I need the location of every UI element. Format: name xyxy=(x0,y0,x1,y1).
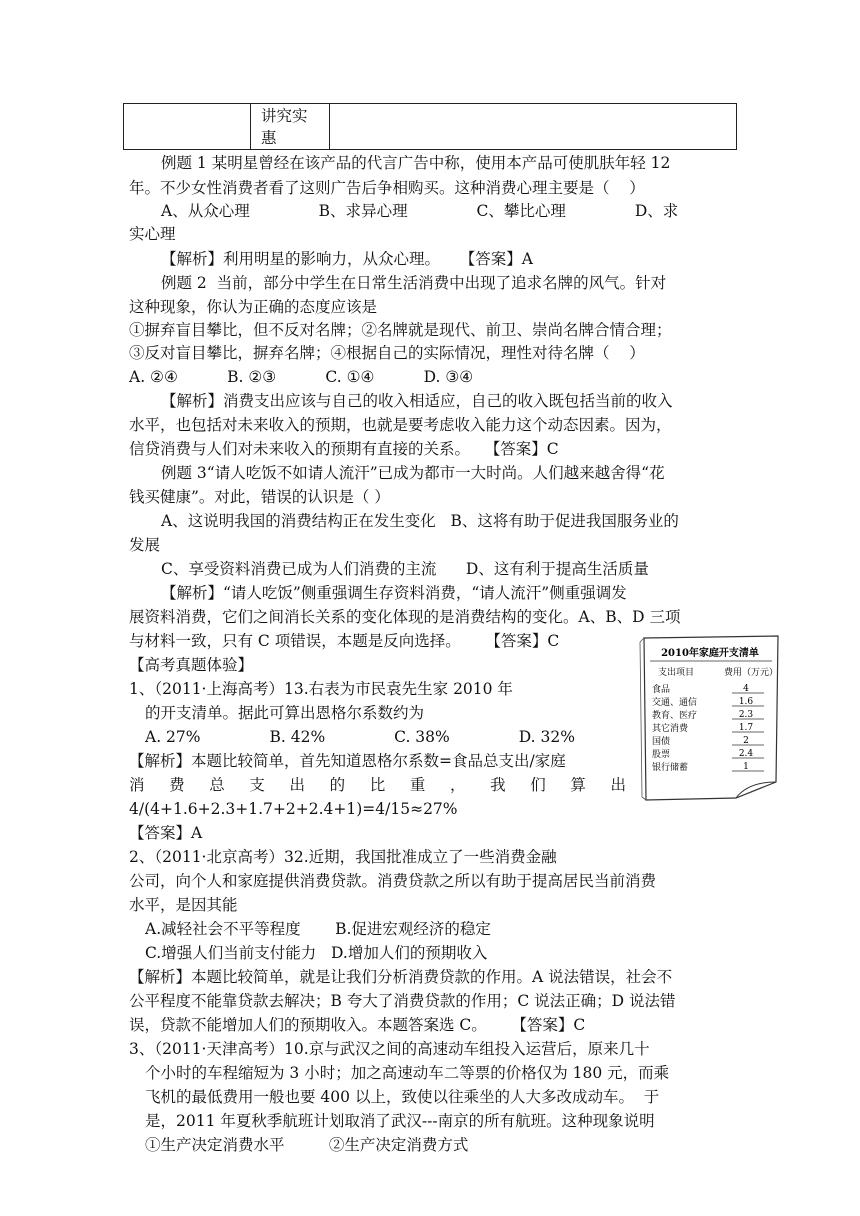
text-line: 信贷消费与人们对未来收入的预期有直接的关系。 【答案】C xyxy=(129,440,559,458)
expense-list-image xyxy=(636,632,784,802)
text-line: 例题 3“请人吃饭不如请人流汗”已成为都市一大时尚。人们越来越舍得“花 xyxy=(161,464,665,482)
table-cell-empty xyxy=(124,104,251,150)
table-cell-empty-2 xyxy=(330,104,737,150)
text-line: 例题 1 某明星曾经在该产品的代言广告中称，使用本产品可使肌肤年轻 12 xyxy=(161,154,671,172)
table-fragment xyxy=(123,103,737,150)
text-line: 与材料一致，只有 C 项错误，本题是反向选择。 【答案】C xyxy=(129,632,560,650)
text-line: ③反对盲目攀比，摒弃名牌；④根据自己的实际情况，理性对待名牌（ ） xyxy=(129,344,645,362)
text-line: 飞机的最低费用一般也要 400 以上，致使以往乘坐的人大多改成动车。 于 xyxy=(145,1088,660,1106)
text-line: A、这说明我国的消费结构正在发生变化 B、这将有助于促进我国服务业的 xyxy=(161,512,679,530)
text-line: 个小时的车程缩短为 3 小时；加之高速动车二等票的价格仅为 180 元，而乘 xyxy=(145,1064,670,1082)
receipt-item: 教育、医疗 xyxy=(652,711,698,721)
receipt-item: 股票 xyxy=(652,750,671,760)
table-cell-line-2: 惠 xyxy=(261,129,277,147)
text-line: 【解析】本题比较简单，首先知道恩格尔系数=食品总支出/家庭 xyxy=(129,752,566,770)
text-line: 公司，向个人和家庭提供消费贷款。消费贷款之所以有助于提高居民当前消费 xyxy=(129,872,657,890)
receipt-value: 2.4 xyxy=(738,749,754,759)
text-line: 误，贷款不能增加人们的预期收入。本题答案选 C。 【答案】C xyxy=(129,1016,586,1034)
text-line: A. ②④ B. ②③ C. ①④ D. ③④ xyxy=(129,368,474,386)
text-line: 钱买健康”。对此，错误的认识是（ ） xyxy=(129,488,390,506)
text-line: ①生产决定消费水平 ②生产决定消费方式 xyxy=(145,1136,469,1154)
text-line: 例题 2 当前，部分中学生在日常生活消费中出现了追求名牌的风气。针对 xyxy=(161,274,667,292)
text-line: 水平，是因其能 xyxy=(129,896,238,914)
text-line: 展资料消费，它们之间消长关系的变化体现的是消费结构的变化。A、B、D 三项 xyxy=(129,608,681,626)
receipt-value: 1.7 xyxy=(738,723,754,733)
text-line: 4/(4+1.6+2.3+1.7+2+2.4+1)=4/15≈27% xyxy=(129,800,458,818)
receipt-value: 4 xyxy=(743,684,749,694)
text-line: 是，2011 年夏秋季航班计划取消了武汉---南京的所有航班。这种现象说明 xyxy=(145,1112,655,1130)
text-line: 发展 xyxy=(129,536,161,554)
text-line: C.增强人们当前支付能力 D.增加人们的预期收入 xyxy=(145,944,488,962)
text-line: A、从众心理 B、求异心理 C、攀比心理 D、求 xyxy=(161,202,679,220)
text-line: 年。不少女性消费者看了这则广告后争相购买。这种消费心理主要是（ ） xyxy=(129,179,645,197)
receipt-item: 交通、通信 xyxy=(652,698,698,708)
text-line: 的开支清单。据此可算出恩格尔系数约为 xyxy=(145,704,425,722)
receipt-col-cost: 费用（万元） xyxy=(724,668,779,678)
receipt-item: 国债 xyxy=(652,737,671,747)
receipt-value: 2.3 xyxy=(738,710,754,720)
text-line: C、享受资料消费已成为人们消费的主流 D、这有利于提高生活质量 xyxy=(161,560,649,578)
text-line: A.减轻社会不平等程度 B.促进宏观经济的稳定 xyxy=(145,920,491,938)
text-line: 【解析】本题比较简单，就是让我们分析消费贷款的作用。A 说法错误，社会不 xyxy=(129,968,673,986)
section-heading: 【高考真题体验】 xyxy=(129,656,254,674)
receipt-item: 其它消费 xyxy=(652,724,689,734)
text-line: 实心理 xyxy=(129,225,176,243)
receipt-value: 1 xyxy=(743,762,749,772)
receipt-item: 银行储蓄 xyxy=(652,763,689,773)
text-line: A. 27% B. 42% C. 38% D. 32% xyxy=(145,728,575,746)
text-line: 3、（2011·天津高考）10.京与武汉之间的高速动车组投入运营后，原来几十 xyxy=(129,1040,650,1058)
text-line: 水平，也包括对未来收入的预期，也就是要考虑收入能力这个动态因素。因为， xyxy=(129,416,672,434)
text-line: 这种现象，你认为正确的态度应该是 xyxy=(129,298,378,316)
text-line-justified: 消费总支出的比重，我们算出 xyxy=(129,776,626,794)
receipt-value: 2 xyxy=(743,736,749,746)
table-cell-line-1: 讲究实 xyxy=(261,107,308,125)
receipt-item: 食品 xyxy=(652,685,671,695)
text-line: ①摒弃盲目攀比，但不反对名牌；②名牌就是现代、前卫、崇尚名牌合情合理； xyxy=(129,321,672,339)
text-line: 【解析】利用明星的影响力，从众心理。 【答案】A xyxy=(161,250,533,268)
text-line: 公平程度不能靠贷款去解决；B 夸大了消费贷款的作用；C 说法正确；D 说法错 xyxy=(129,992,676,1010)
text-line: 【解析】消费支出应该与自己的收入相适应，自己的收入既包括当前的收入 xyxy=(161,392,673,410)
table-cell-text xyxy=(251,104,330,150)
text-line: 1、（2011·上海高考）13.右表为市民袁先生家 2010 年 xyxy=(129,680,513,698)
receipt-title: 2010年家庭开支清单 xyxy=(661,648,759,659)
text-line: 【解析】“请人吃饭”侧重强调生存资料消费，“请人流汗”侧重强调发 xyxy=(161,584,627,602)
text-line: 2、（2011·北京高考）32.近期，我国批准成立了一些消费金融 xyxy=(129,848,557,866)
text-line: 【答案】A xyxy=(129,824,203,842)
receipt-value: 1.6 xyxy=(738,697,754,707)
receipt-col-item: 支出项目 xyxy=(658,668,695,678)
